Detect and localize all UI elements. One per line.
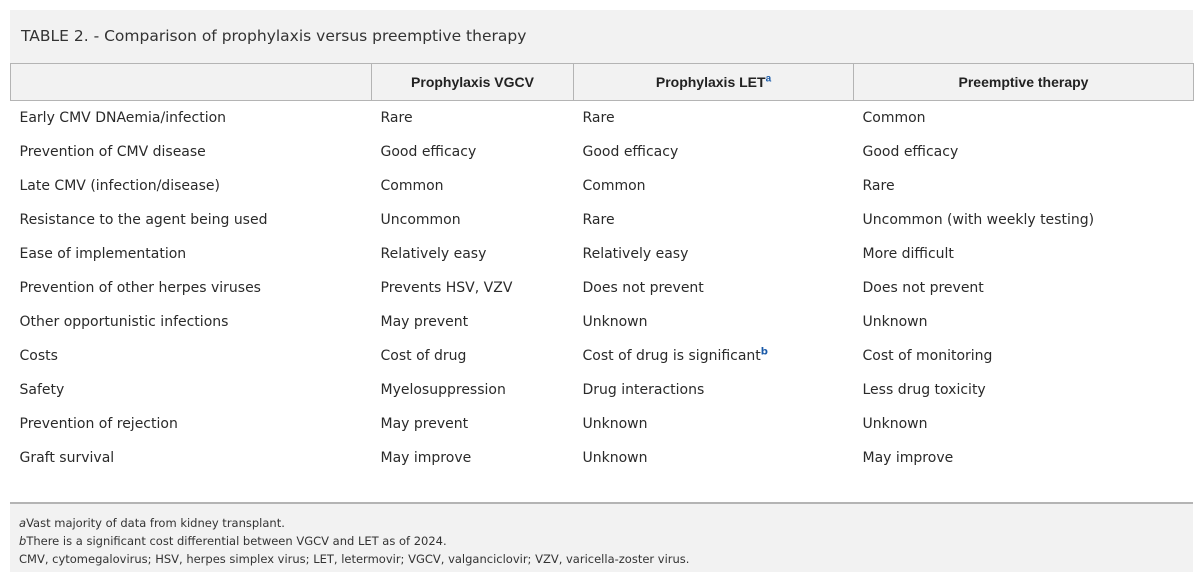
prophylaxis-vgcv-cell: [372, 135, 574, 169]
cell-text: Cost of monitoring: [862, 348, 993, 364]
header-cell-prophylaxis-let: [574, 64, 854, 101]
header-label-vgcv: Prophylaxis VGCV: [411, 74, 534, 90]
preemptive-therapy-cell: [854, 203, 1194, 237]
footnote-a: [19, 516, 285, 530]
row-label: [11, 203, 372, 237]
prophylaxis-let-cell: [574, 373, 854, 407]
table-row: [11, 135, 1194, 169]
cell-text: Rare: [582, 110, 615, 126]
header-label-let: Prophylaxis LET: [655, 74, 766, 90]
cell-text: Relatively easy: [582, 246, 689, 262]
footnote-text: Vast majority of data from kidney transplant.: [26, 516, 285, 530]
footnote-link-b[interactable]: b: [760, 346, 768, 358]
table-caption: TABLE 2. - Comparison of prophylaxis versus preemptive therapy: [21, 27, 527, 45]
row-label: [11, 407, 372, 441]
cell-text: Ease of implementation: [19, 246, 187, 262]
footnote-b: [19, 534, 447, 548]
cell-text: Unknown: [582, 314, 648, 330]
row-label: [11, 237, 372, 271]
prophylaxis-vgcv-cell: [372, 169, 574, 203]
footnote-text: CMV, cytomegalovirus; HSV, herpes simplex virus; LET, letermovir; VGCV, valganciclovir; VZV, varicella-zoster virus.: [19, 552, 690, 566]
preemptive-therapy-cell: [854, 441, 1194, 475]
prophylaxis-let-cell: [574, 271, 854, 305]
cell-text: Rare: [380, 110, 413, 126]
footnote-link-a[interactable]: a: [765, 73, 772, 85]
cell-text: May prevent: [380, 314, 469, 330]
prophylaxis-let-cell: [574, 339, 854, 373]
row-label: [11, 135, 372, 169]
cell-text: Prevention of rejection: [19, 416, 178, 432]
comparison-table: [10, 63, 1194, 475]
table-row: [11, 305, 1194, 339]
row-label: [11, 441, 372, 475]
preemptive-therapy-cell: [854, 373, 1194, 407]
cell-text: Good efficacy: [862, 144, 959, 160]
cell-text: Costs: [19, 348, 58, 364]
cell-text: Cost of drug: [380, 348, 467, 364]
preemptive-therapy-cell: [854, 339, 1194, 373]
cell-text: Rare: [862, 178, 895, 194]
prophylaxis-vgcv-cell: [372, 339, 574, 373]
cell-text: Prevention of CMV disease: [19, 144, 206, 160]
cell-text: Unknown: [862, 416, 928, 432]
row-label: [11, 339, 372, 373]
prophylaxis-let-cell: [574, 101, 854, 136]
cell-text: Common: [862, 110, 926, 126]
cell-text: Common: [582, 178, 646, 194]
prophylaxis-vgcv-cell: [372, 305, 574, 339]
preemptive-therapy-cell: [854, 271, 1194, 305]
cell-text: Unknown: [582, 416, 648, 432]
prophylaxis-vgcv-cell: [372, 203, 574, 237]
preemptive-therapy-cell: [854, 135, 1194, 169]
prophylaxis-vgcv-cell: [372, 441, 574, 475]
cell-text: Prevention of other herpes viruses: [19, 280, 261, 296]
table-header-row: [11, 64, 1194, 101]
cell-text: Common: [380, 178, 444, 194]
cell-text: More difficult: [862, 246, 954, 262]
prophylaxis-let-cell: [574, 135, 854, 169]
row-label: [11, 373, 372, 407]
cell-text: Early CMV DNAemia/infection: [19, 110, 227, 126]
cell-text: Relatively easy: [380, 246, 487, 262]
prophylaxis-let-cell: [574, 441, 854, 475]
cell-text: May prevent: [380, 416, 469, 432]
cell-text: Other opportunistic infections: [19, 314, 229, 330]
prophylaxis-vgcv-cell: [372, 101, 574, 136]
cell-text: Cost of drug is significant: [582, 348, 761, 364]
cell-text: Uncommon (with weekly testing): [862, 212, 1095, 228]
table-caption-bar: [10, 10, 1193, 63]
prophylaxis-vgcv-cell: [372, 237, 574, 271]
row-label: [11, 101, 372, 136]
footnote-abbreviations: [19, 552, 689, 566]
cell-text: Myelosuppression: [380, 382, 506, 398]
prophylaxis-vgcv-cell: [372, 407, 574, 441]
cell-text: May improve: [862, 450, 954, 466]
prophylaxis-let-cell: [574, 237, 854, 271]
table-row: [11, 339, 1194, 373]
preemptive-therapy-cell: [854, 169, 1194, 203]
table-row: [11, 441, 1194, 475]
cell-text: Does not prevent: [582, 280, 704, 296]
header-label-preemptive: Preemptive therapy: [958, 74, 1089, 90]
table-row: [11, 237, 1194, 271]
header-cell-empty: [11, 64, 372, 101]
cell-text: Late CMV (infection/disease): [19, 178, 220, 194]
prophylaxis-vgcv-cell: [372, 271, 574, 305]
row-label: [11, 271, 372, 305]
cell-text: Less drug toxicity: [862, 382, 986, 398]
cell-text: Drug interactions: [582, 382, 705, 398]
cell-text: Prevents HSV, VZV: [380, 280, 513, 296]
cell-text: Graft survival: [19, 450, 115, 466]
row-label: [11, 305, 372, 339]
cell-text: Good efficacy: [380, 144, 477, 160]
preemptive-therapy-cell: [854, 305, 1194, 339]
cell-text: Unknown: [582, 450, 648, 466]
table-row: [11, 203, 1194, 237]
prophylaxis-let-cell: [574, 203, 854, 237]
prophylaxis-let-cell: [574, 169, 854, 203]
cell-text: Resistance to the agent being used: [19, 212, 268, 228]
table-row: [11, 407, 1194, 441]
prophylaxis-let-cell: [574, 407, 854, 441]
cell-text: May improve: [380, 450, 472, 466]
footnote-mark: a: [19, 516, 27, 530]
header-cell-preemptive-therapy: [854, 64, 1194, 101]
cell-text: Rare: [582, 212, 615, 228]
cell-text: Unknown: [862, 314, 928, 330]
table-row: [11, 169, 1194, 203]
preemptive-therapy-cell: [854, 101, 1194, 136]
row-label: [11, 169, 372, 203]
table-row: [11, 271, 1194, 305]
preemptive-therapy-cell: [854, 407, 1194, 441]
table-body: [11, 101, 1194, 476]
cell-text: Does not prevent: [862, 280, 984, 296]
header-cell-prophylaxis-vgcv: [372, 64, 574, 101]
footnote-mark: b: [19, 534, 27, 548]
table-row: [11, 101, 1194, 136]
prophylaxis-vgcv-cell: [372, 373, 574, 407]
cell-text: Safety: [19, 382, 65, 398]
prophylaxis-let-cell: [574, 305, 854, 339]
table-row: [11, 373, 1194, 407]
footnote-text: There is a significant cost differential between VGCV and LET as of 2024.: [26, 534, 447, 548]
cell-text: Good efficacy: [582, 144, 679, 160]
table-footnotes: [10, 502, 1193, 572]
preemptive-therapy-cell: [854, 237, 1194, 271]
cell-text: Uncommon: [380, 212, 461, 228]
